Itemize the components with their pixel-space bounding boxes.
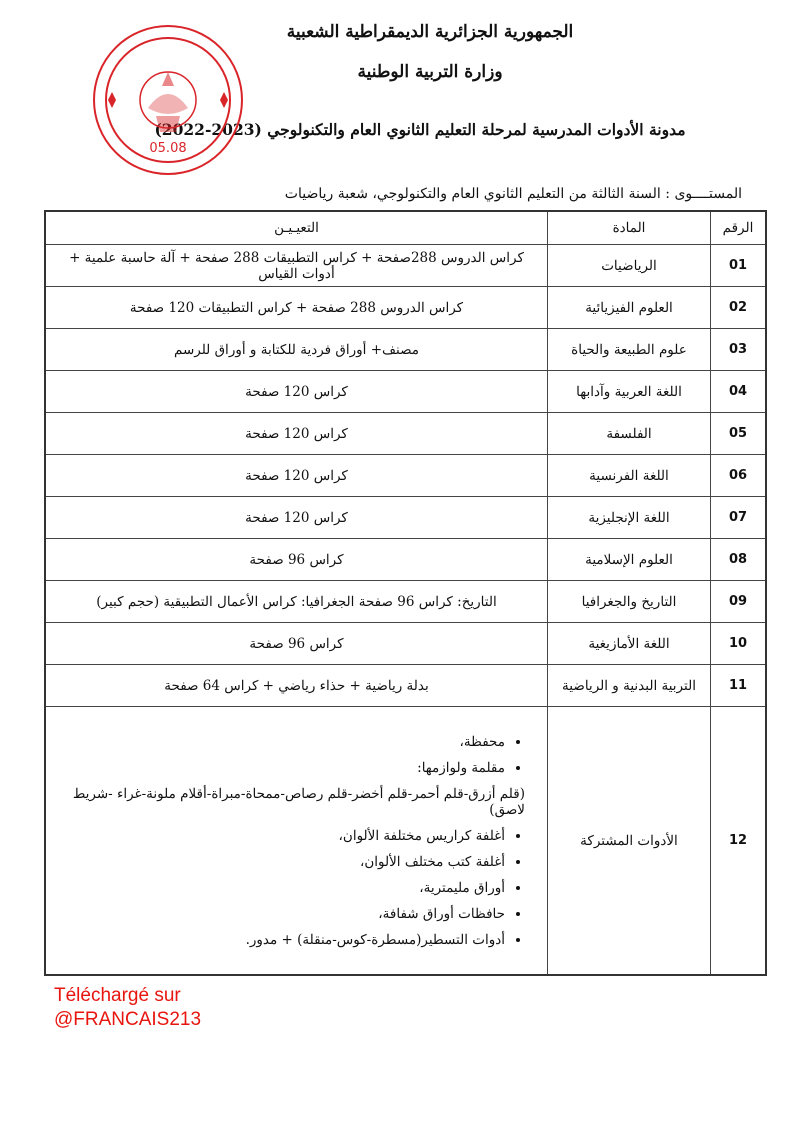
list-item: • أغلفة كراريس مختلفة الألوان، xyxy=(60,828,505,844)
row-number: 04 xyxy=(711,371,767,413)
list-item: • أدوات التسطير(مسطرة-كوس-منقلة) + مدور. xyxy=(60,932,505,948)
header-number: الرقم xyxy=(711,211,767,245)
table-row xyxy=(45,455,766,497)
row-number: 02 xyxy=(711,287,767,329)
watermark-line-2: @FRANCAIS213 xyxy=(54,1009,202,1030)
row-subject: التاريخ والجغرافيا xyxy=(548,581,711,623)
row-items: كراس 120 صفحة xyxy=(45,413,548,455)
level-line: المستــــوى : السنة الثالثة من التعليم الثانوي العام والتكنولوجي، شعبة رياضيات xyxy=(284,186,742,202)
header-subject: المادة xyxy=(548,211,711,245)
table-row xyxy=(45,287,766,329)
table-row xyxy=(45,371,766,413)
table-row xyxy=(45,497,766,539)
row-items: كراس الدروس 288صفحة + كراس التطبيقات 288 صفحة + آلة حاسبة علمية + أدوات القياس xyxy=(45,245,548,287)
row-items: كراس 96 صفحة xyxy=(45,539,548,581)
row-subject: الفلسفة xyxy=(548,413,711,455)
row-subject: العلوم الإسلامية xyxy=(548,539,711,581)
row-items: التاريخ: كراس 96 صفحة الجغرافيا: كراس الأعمال التطبيقية (حجم كبير) xyxy=(45,581,548,623)
row-items: كراس 120 صفحة xyxy=(45,455,548,497)
row-subject: الأدوات المشتركة xyxy=(548,707,711,976)
row-number: 10 xyxy=(711,623,767,665)
table-row xyxy=(45,539,766,581)
row-items: بدلة رياضية + حذاء رياضي + كراس 64 صفحة xyxy=(45,665,548,707)
row-subject: اللغة الإنجليزية xyxy=(548,497,711,539)
row-subject: علوم الطبيعة والحياة xyxy=(548,329,711,371)
list-item: • حافظات أوراق شفافة، xyxy=(60,906,505,922)
list-item: • محفظة، xyxy=(60,734,505,750)
table-header-row xyxy=(45,211,766,245)
table-row xyxy=(45,245,766,287)
row-items: كراس الدروس 288 صفحة + كراس التطبيقات 120 صفحة xyxy=(45,287,548,329)
table-row xyxy=(45,329,766,371)
table-row xyxy=(45,413,766,455)
row-number: 09 xyxy=(711,581,767,623)
row-number: 08 xyxy=(711,539,767,581)
row-items: كراس 96 صفحة xyxy=(45,623,548,665)
row-subject: اللغة الأمازيغية xyxy=(548,623,711,665)
supplies-table-wrapper xyxy=(44,210,767,976)
table-row xyxy=(45,623,766,665)
document-title: مدونة الأدوات المدرسية لمرحلة التعليم الثانوي العام والتكنولوجي (2023-2022) xyxy=(154,120,686,139)
stamp-date: 05.08 xyxy=(149,141,187,156)
watermark-line-1: Téléchargé sur xyxy=(54,985,181,1006)
row-subject: العلوم الفيزيائية xyxy=(548,287,711,329)
row-number: 07 xyxy=(711,497,767,539)
row-number: 06 xyxy=(711,455,767,497)
list-item: • أوراق مليمترية، xyxy=(60,880,505,896)
row-subject: اللغة الفرنسية xyxy=(548,455,711,497)
pencil-case-contents: (قلم أزرق-قلم أحمر-قلم أخضر-قلم رصاص-ممحاة-مبراة-أقلام ملونة-غراء -شريط لاصق) xyxy=(72,785,525,818)
header-items: التعيـيـن xyxy=(45,211,548,245)
list-item: • أغلفة كتب مختلف الألوان، xyxy=(60,854,505,870)
row-subject: الرياضيات xyxy=(548,245,711,287)
row-items: كراس 120 صفحة xyxy=(45,371,548,413)
ministry-stamp-icon xyxy=(88,20,248,180)
list-item: • مقلمة ولوازمها: xyxy=(60,760,505,776)
row-items: كراس 120 صفحة xyxy=(45,497,548,539)
row-subject: اللغة العربية وآدابها xyxy=(548,371,711,413)
row-number: 11 xyxy=(711,665,767,707)
supplies-table xyxy=(44,210,767,976)
row-number: 03 xyxy=(711,329,767,371)
common-items-list-a xyxy=(52,734,541,776)
table-row xyxy=(45,665,766,707)
row-number: 05 xyxy=(711,413,767,455)
ministry-title: وزارة التربية الوطنية xyxy=(357,62,503,82)
table-row-common xyxy=(45,707,766,976)
common-items-list-b xyxy=(52,828,541,948)
table-row xyxy=(45,581,766,623)
row-number: 12 xyxy=(711,707,767,976)
republic-title: الجمهورية الجزائرية الديمقراطية الشعبية xyxy=(286,22,574,42)
row-number: 01 xyxy=(711,245,767,287)
common-items-cell xyxy=(45,707,548,976)
row-items: مصنف+ أوراق فردية للكتابة و أوراق للرسم xyxy=(45,329,548,371)
table-body xyxy=(45,245,766,976)
row-subject: التربية البدنية و الرياضية xyxy=(548,665,711,707)
download-watermark xyxy=(54,984,201,1032)
